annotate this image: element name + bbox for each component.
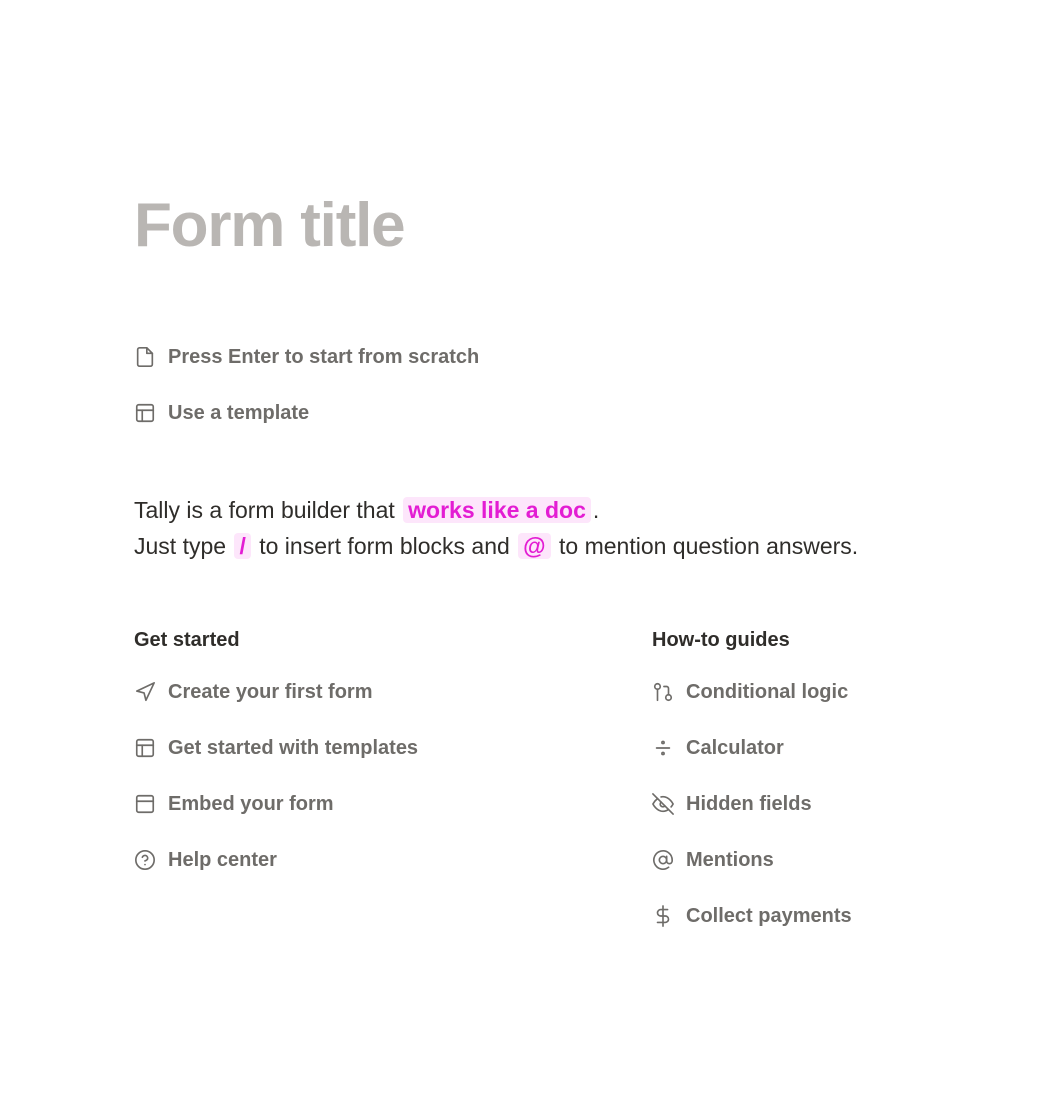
divide-icon [652, 737, 674, 759]
templates-guide-link[interactable] [134, 733, 418, 763]
hidden-fields-label: Hidden fields [686, 792, 812, 815]
start-from-scratch-label: Press Enter to start from scratch [168, 345, 480, 368]
intro-line-2-suffix: to mention question answers. [559, 533, 859, 559]
how-to-guides-section [652, 625, 852, 927]
at-mention-highlight: @ [518, 533, 550, 559]
mentions-label: Mentions [686, 848, 774, 871]
use-template-button[interactable] [134, 398, 309, 428]
help-center-link[interactable] [134, 845, 277, 875]
dollar-sign-icon [652, 905, 674, 927]
eye-off-icon [652, 793, 674, 815]
send-icon [134, 681, 156, 703]
calculator-link[interactable] [652, 733, 784, 763]
create-first-form-link[interactable] [134, 677, 373, 707]
mentions-link[interactable] [652, 845, 774, 875]
get-started-section [134, 625, 419, 871]
intro-line-2 [134, 528, 858, 564]
form-title-input[interactable]: Form title [134, 191, 405, 260]
collect-payments-label: Collect payments [686, 904, 852, 927]
intro-line-1-suffix: . [592, 497, 600, 523]
help-center-label: Help center [168, 848, 277, 871]
intro-text [134, 492, 858, 564]
start-from-scratch-button[interactable] [134, 342, 479, 372]
conditional-logic-link[interactable] [652, 677, 848, 707]
at-sign-icon [652, 849, 674, 871]
template-icon [134, 737, 156, 759]
how-to-guides-heading: How-to guides [652, 629, 790, 651]
intro-line-1-prefix: Tally is a form builder that [134, 497, 395, 523]
template-icon [134, 402, 156, 424]
get-started-heading: Get started [134, 629, 240, 651]
intro-line-2-middle: to insert form blocks and [259, 533, 510, 559]
collect-payments-link[interactable] [652, 901, 852, 931]
embed-form-link[interactable] [134, 789, 334, 819]
intro-line-2-prefix: Just type [134, 533, 227, 559]
git-pull-request-icon [652, 681, 674, 703]
file-icon [134, 346, 156, 368]
embed-icon [134, 793, 156, 815]
works-like-a-doc-highlight: works like a doc [403, 497, 591, 523]
calculator-label: Calculator [686, 736, 784, 759]
intro-line-1 [134, 492, 858, 528]
embed-form-label: Embed your form [168, 792, 334, 815]
hidden-fields-link[interactable] [652, 789, 812, 819]
conditional-logic-label: Conditional logic [686, 680, 849, 703]
help-circle-icon [134, 849, 156, 871]
templates-guide-label: Get started with templates [168, 736, 419, 759]
slash-command-highlight: / [234, 533, 250, 559]
create-first-form-label: Create your first form [168, 680, 373, 703]
use-template-label: Use a template [168, 401, 310, 424]
